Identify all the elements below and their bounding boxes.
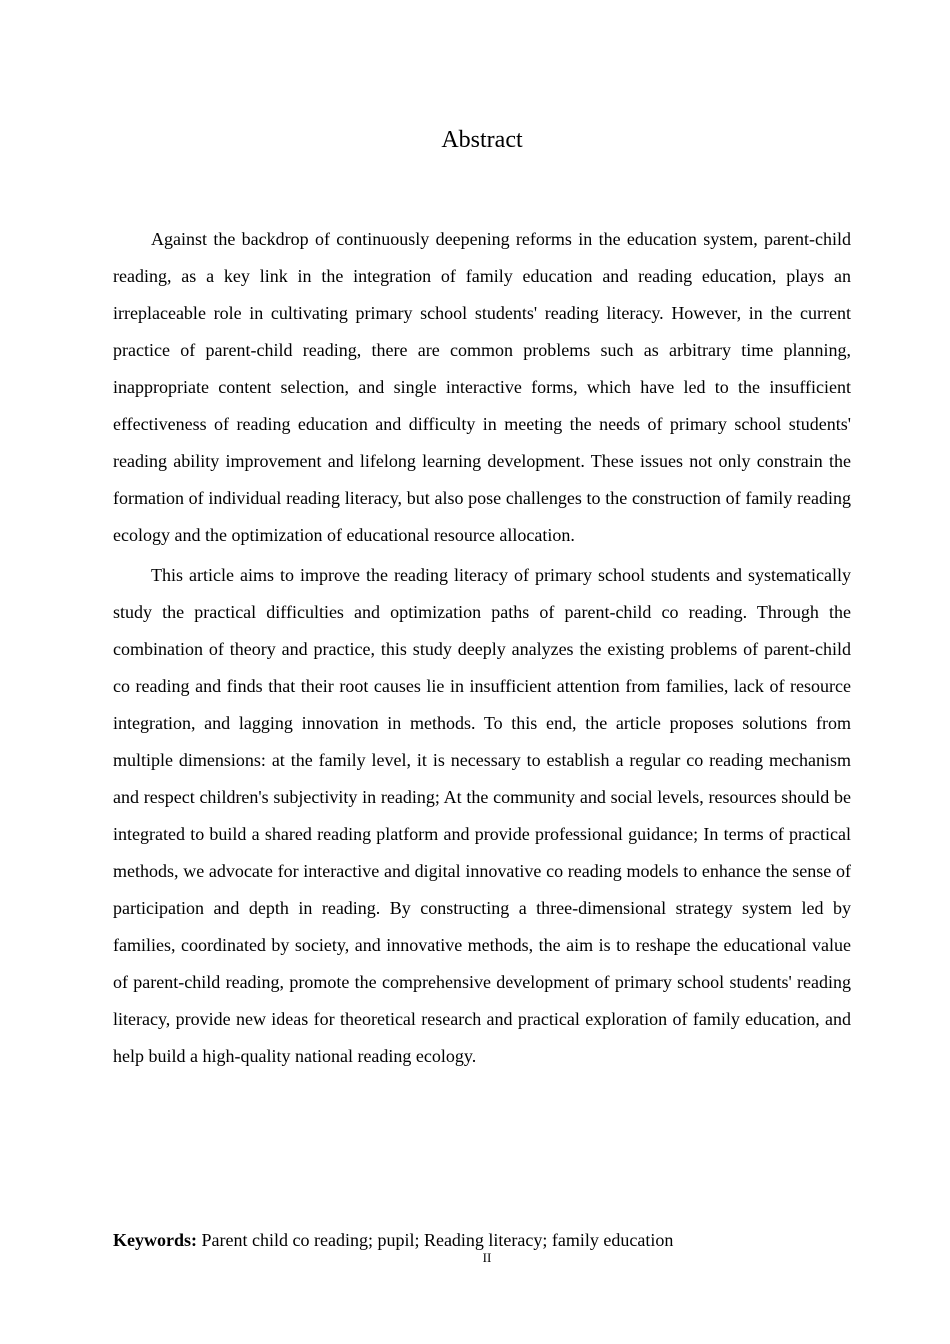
abstract-paragraph-1: Against the backdrop of continuously deepening reforms in the education system, parent-child reading, as a key link in the integration of family education and reading education, plays an irreplaceable role in cultivating primary school students' reading literacy. However, in the current practice of parent-child reading, there are common problems such as arbitrary time planning, inappropriate content selection, and single interactive forms, which have led to the insufficient effectiveness of reading education and difficulty in meeting the needs of primary school students' reading ability improvement and lifelong learning development. These issues not only constrain the formation of individual reading literacy, but also pose challenges to the construction of family reading ecology and the optimization of educational resource allocation. xyxy=(113,229,851,545)
keywords-label: Keywords: xyxy=(113,1230,197,1250)
page-number: II xyxy=(482,1250,492,1265)
abstract-paragraph-2: This article aims to improve the reading literacy of primary school students and systematically study the practical difficulties and optimization paths of parent-child co reading. Through the combination of theory and practice, this study deeply analyzes the existing problems of parent-child co reading and finds that their root causes lie in insufficient attention from families, lack of resource integration, and lagging innovation in methods. To this end, the article proposes solutions from multiple dimensions: at the family level, it is necessary to establish a regular co reading mechanism and respect children's subjectivity in reading; At the community and social levels, resources should be integrated to build a shared reading platform and provide professional guidance; In terms of practical methods, we advocate for interactive and digital innovative co reading models to enhance the sense of participation and depth in reading. By constructing a three-dimensional strategy system led by families, coordinated by society, and innovative methods, the aim is to reshape the educational value of parent-child reading, promote the comprehensive development of primary school students' reading literacy, provide new ideas for theoretical research and practical exploration of family education, and help build a high-quality national reading ecology. xyxy=(113,565,851,1066)
abstract-body xyxy=(113,221,851,1075)
abstract-title: Abstract xyxy=(441,127,523,153)
keywords-text: Parent child co reading; pupil; Reading literacy; family education xyxy=(197,1230,674,1250)
